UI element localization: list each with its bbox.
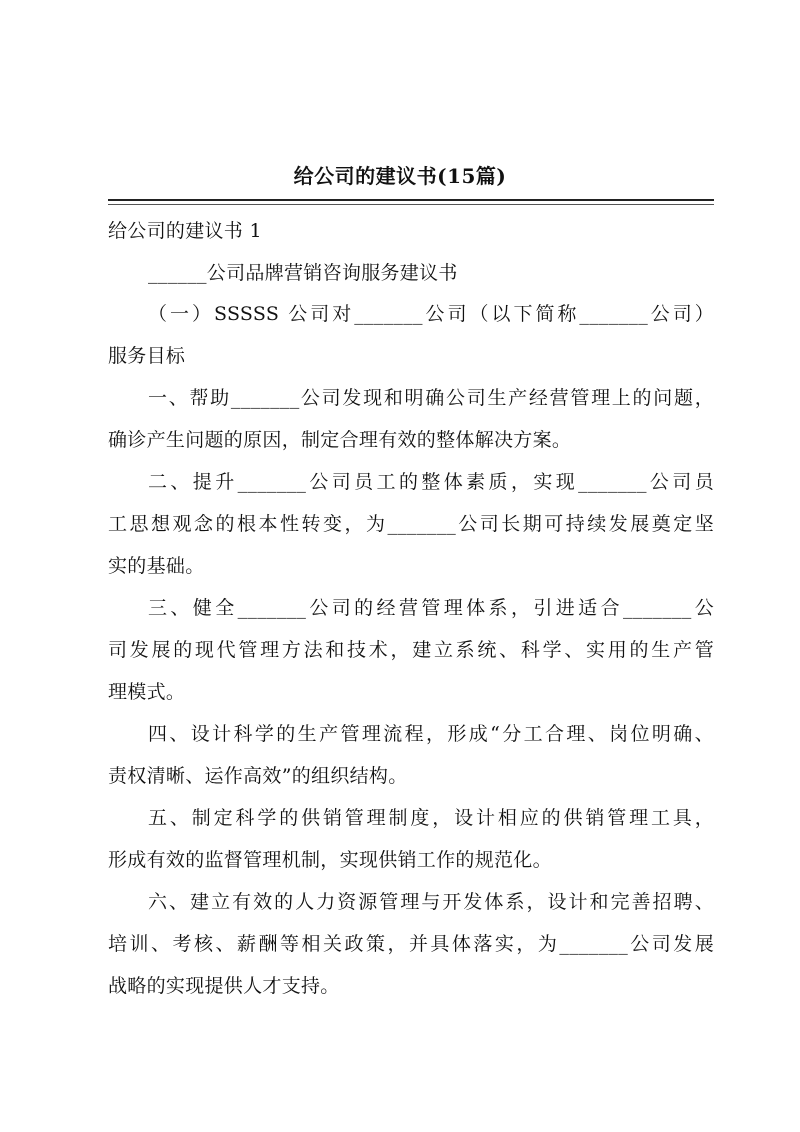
paragraph-line: 确诊产生问题的原因，制定合理有效的整体解决方案。 [108,429,572,451]
proposal-subtitle: ______公司品牌营销咨询服务建议书 [148,262,458,284]
title-divider-thick [108,199,714,201]
paragraph-line: 责权清晰、运作高效”的组织结构。 [108,765,408,787]
paragraph-line: 五、制定科学的供销管理制度，设计相应的供销管理工具， [148,807,714,829]
paragraph-line: 服务目标 [108,345,186,367]
paragraph-line: （一）SSSSS 公司对_______公司（以下简称_______公司） [148,303,714,325]
paragraph-line: 理模式。 [108,681,186,703]
paragraph-line: 三、健全_______公司的经营管理体系，引进适合_______公 [148,597,714,619]
paragraph-line: 培训、考核、薪酬等相关政策，并具体落实，为_______公司发展 [108,933,714,955]
paragraph-line: 二、提升_______公司员工的整体素质，实现_______公司员 [148,471,714,493]
paragraph-line: 四、设计科学的生产管理流程，形成“分工合理、岗位明确、 [148,723,714,745]
paragraph-line: 一、帮助_______公司发现和明确公司生产经营管理上的问题， [148,387,714,409]
title-divider-thin [108,204,714,205]
paragraph-line: 司发展的现代管理方法和技术，建立系统、科学、实用的生产管 [108,639,714,661]
document-title: 给公司的建议书(15篇) [293,164,507,188]
paragraph-line: 实的基础。 [108,555,205,577]
paragraph-line: 工思想观念的根本性转变，为_______公司长期可持续发展奠定坚 [108,513,714,535]
paragraph-line: 战略的实现提供人才支持。 [108,975,340,997]
paragraph-line: 形成有效的监督管理机制，实现供销工作的规范化。 [108,849,552,871]
paragraph-line: 六、建立有效的人力资源管理与开发体系，设计和完善招聘、 [148,891,714,913]
section-heading: 给公司的建议书 1 [108,220,262,242]
